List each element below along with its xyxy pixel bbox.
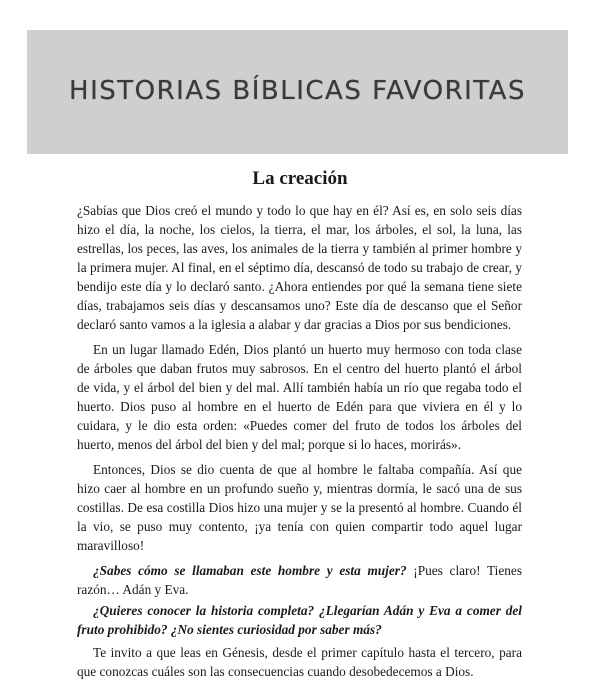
paragraph-invitation: Te invito a que leas en Génesis, desde el primer capítulo hasta el tercero, para que conozcas cuáles son las consecuencias cuando desobedecemos a Dios. [77, 645, 522, 679]
paragraph-woman: Entonces, Dios se dio cuenta de que al hombre le faltaba compañía. Así que hizo caer al hombre en un profundo sueño y, mientras dormía, le sacó una de sus costillas. De esa costilla Dios hizo una mujer y se la presentó al hombre. Cuando él la vio, se puso muy contento, ¡ya tenía con quien compartir todo aquel lugar maravilloso! [77, 462, 522, 553]
chapter-title: La creación [252, 168, 348, 189]
names-question: ¿Sabes cómo se llamaban este hombre y esta mujer? [93, 563, 407, 578]
paragraph-names [77, 561, 522, 599]
header-banner [27, 30, 568, 154]
article-body [77, 201, 522, 687]
book-title: HISTORIAS BÍBLICAS FAVORITAS [69, 76, 526, 106]
paragraph-questions: ¿Quieres conocer la historia completa? ¿Llegarían Adán y Eva a comer del fruto prohibido? ¿No sientes curiosidad por saber más? [77, 603, 522, 637]
paragraph-eden: En un lugar llamado Edén, Dios plantó un huerto muy hermoso con toda clase de árboles que daban frutos muy sabrosos. En el centro del huerto plantó el árbol de vida, y el árbol del bien y del mal. Allí también había un río que regaba todo el huerto. Dios puso al hombre en el huerto de Edén para que viviera en él y lo cuidara, y le dio esta orden: «Puedes comer del fruto de todos los árboles del huerto, menos del árbol del bien y del mal; porque si lo haces, morirás». [77, 342, 522, 452]
paragraph-intro: ¿Sabías que Dios creó el mundo y todo lo que hay en él? Así es, en solo seis días hizo el día, la noche, los cielos, la tierra, el mar, los árboles, el sol, la luna, las estrellas, los peces, las aves, los animales de la tierra y también al primer hombre y la primera mujer. Al final, en el séptimo día, descansó de todo su trabajo de crear, y bendijo este día y lo declaró santo. ¿Ahora entiendes por qué la semana tiene siete días, trabajamos seis días y descansamos uno? Este día de descanso que el Señor declaró santo vamos a la iglesia a alabar y dar gracias a Dios por sus bendiciones. [77, 203, 522, 332]
names-answer: ¡Pues claro! Tienes razón… Adán y Eva. [77, 563, 522, 597]
